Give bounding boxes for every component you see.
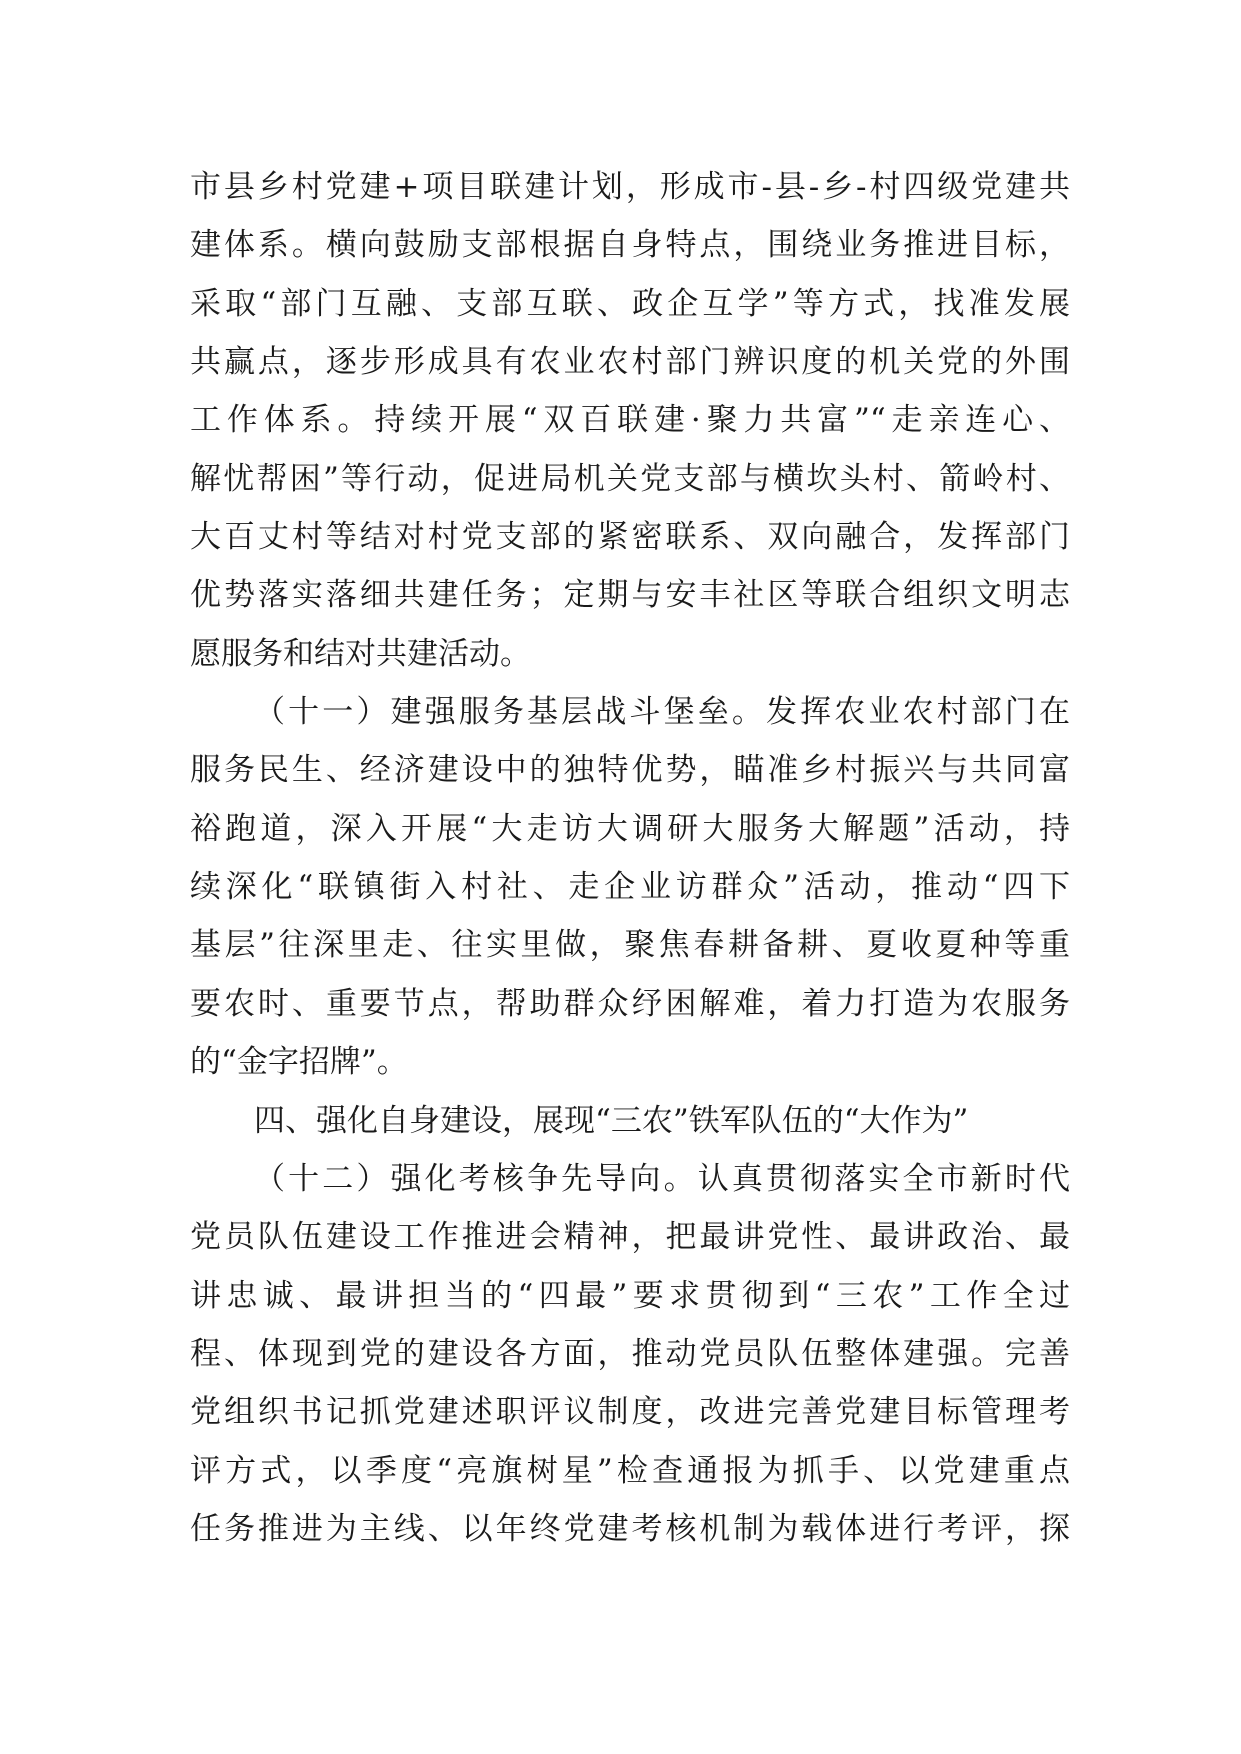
text-line: 服务民生、经济建设中的独特优势，瞄准乡村振兴与共同富 bbox=[190, 752, 1070, 789]
text-line: 裕跑道，深入开展“大走访大调研大服务大解题”活动，持 bbox=[190, 810, 1070, 847]
text-line: 共赢点，逐步形成具有农业农村部门辨识度的机关党的外围 bbox=[190, 344, 1070, 381]
text-line: 工作体系。持续开展“双百联建·聚力共富”“走亲连心、 bbox=[190, 402, 1070, 439]
text-line: 建体系。横向鼓励支部根据自身特点，围绕业务推进目标， bbox=[190, 227, 1070, 264]
text-line: 讲忠诚、最讲担当的“四最”要求贯彻到“三农”工作全过 bbox=[190, 1277, 1070, 1314]
text-line: （十二）强化考核争先导向。认真贯彻落实全市新时代 bbox=[254, 1160, 1070, 1197]
text-line: 程、体现到党的建设各方面，推动党员队伍整体建强。完善 bbox=[190, 1335, 1070, 1372]
text-line: 党员队伍建设工作推进会精神，把最讲党性、最讲政治、最 bbox=[190, 1219, 1070, 1256]
text-line: 采取“部门互融、支部互联、政企互学”等方式，找准发展 bbox=[190, 285, 1070, 322]
text-line: （十一）建强服务基层战斗堡垒。发挥农业农村部门在 bbox=[254, 694, 1070, 731]
text-line: 评方式，以季度“亮旗树星”检查通报为抓手、以党建重点 bbox=[190, 1452, 1070, 1489]
text-line: 的“金字招牌”。 bbox=[190, 1044, 408, 1081]
text-line: 愿服务和结对共建活动。 bbox=[190, 635, 531, 672]
text-line: 基层”往深里走、往实里做，聚焦春耕备耕、夏收夏种等重 bbox=[190, 927, 1070, 964]
text-line: 续深化“联镇街入村社、走企业访群众”活动，推动“四下 bbox=[190, 869, 1070, 906]
text-line: 大百丈村等结对村党支部的紧密联系、双向融合，发挥部门 bbox=[190, 519, 1070, 556]
text-line: 任务推进为主线、以年终党建考核机制为载体进行考评，探 bbox=[190, 1510, 1070, 1547]
section-heading: 四、强化自身建设，展现“三农”铁军队伍的“大作为” bbox=[254, 1102, 969, 1139]
text-line: 市县乡村党建+项目联建计划，形成市-县-乡-村四级党建共 bbox=[190, 169, 1070, 205]
text-line: 优势落实落细共建任务；定期与安丰社区等联合组织文明志 bbox=[190, 577, 1070, 614]
text-line: 要农时、重要节点，帮助群众纾困解难，着力打造为农服务 bbox=[190, 985, 1070, 1022]
text-line: 解忧帮困”等行动，促进局机关党支部与横坎头村、箭岭村、 bbox=[190, 460, 1070, 497]
body-text bbox=[190, 158, 1070, 1558]
text-line: 党组织书记抓党建述职评议制度，改进完善党建目标管理考 bbox=[190, 1394, 1070, 1431]
